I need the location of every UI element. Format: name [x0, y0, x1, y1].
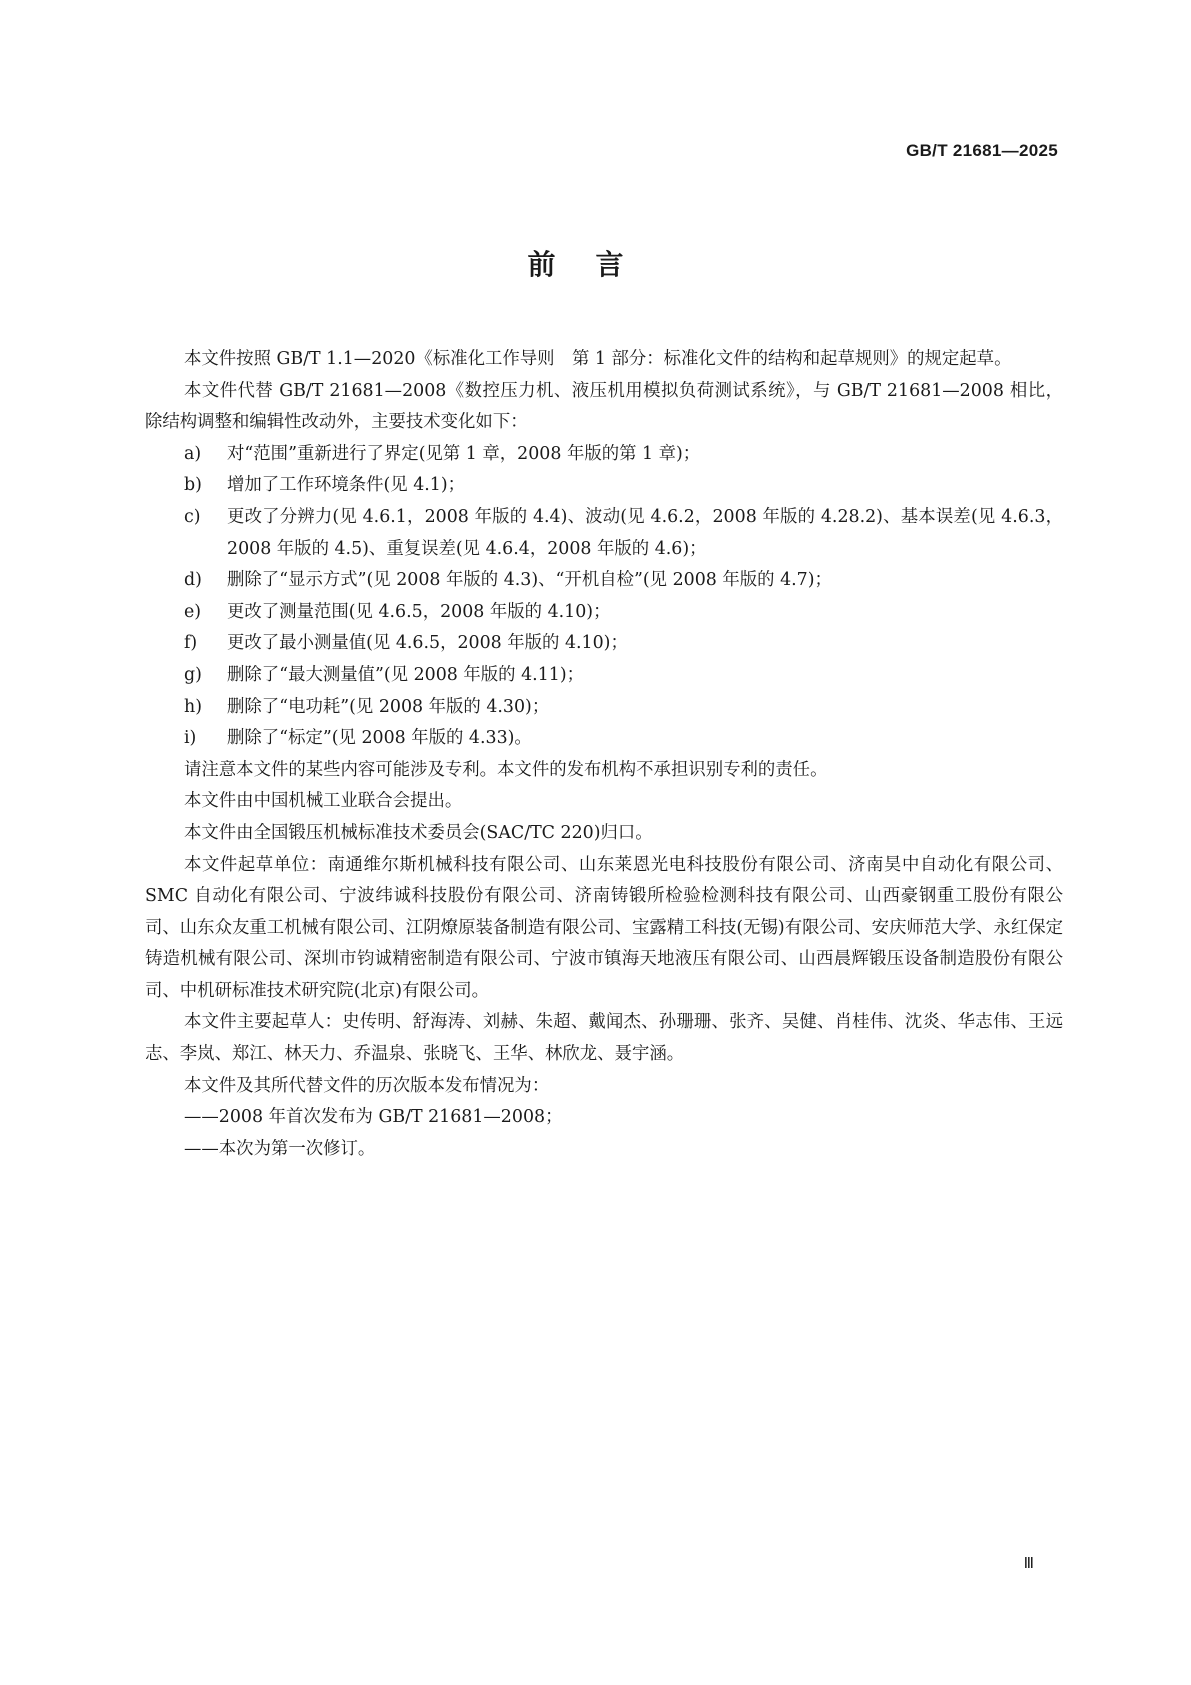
list-marker: d) [184, 570, 202, 591]
paragraph-drafting-units: 本文件起草单位：南通维尔斯机械科技有限公司、山东莱恩光电科技股份有限公司、济南昊中自动化有限公司、SMC 自动化有限公司、宁波纬诚科技股份有限公司、济南铸锻所检验检测科技有限公司、山西豪钢重工股份有限公司、山东众友重工机械有限公司、江阴燎原装备制造有限公司、宝露精工科技(无锡)有限公司、安庆师范大学、永红保定铸造机械有限公司、深圳市钧诚精密制造有限公司、宁波市镇海天地液压有限公司、山西晨辉锻压设备制造股份有限公司、中机研标准技术研究院(北京)有限公司。 [145, 854, 1063, 1001]
standard-number: GB/T 21681—2025 [906, 141, 1058, 160]
history-list [145, 1102, 1063, 1165]
list-item [145, 597, 1063, 629]
list-item [145, 660, 1063, 692]
list-item-text: 更改了测量范围(见 4.6.5，2008 年版的 4.10)； [227, 601, 611, 622]
list-item [145, 565, 1063, 597]
list-item-text: 对“范围”重新进行了界定(见第 1 章，2008 年版的第 1 章)； [227, 443, 701, 464]
paragraph-drafting-rules: 本文件按照 GB/T 1.1—2020《标准化工作导则 第 1 部分：标准化文件的结构和起草规则》的规定起草。 [184, 349, 1012, 369]
list-item [145, 470, 1063, 502]
list-item-text: 删除了“标定”(见 2008 年版的 4.33)。 [227, 728, 532, 749]
changes-list [145, 439, 1063, 755]
list-item-text: 删除了“显示方式”(见 2008 年版的 4.3)、“开机自检”(见 2008 年版的 4.7)； [227, 570, 832, 591]
list-item [145, 723, 1063, 755]
page-number: Ⅲ [1023, 1556, 1034, 1572]
paragraph-patent-notice: 请注意本文件的某些内容可能涉及专利。本文件的发布机构不承担识别专利的责任。 [184, 759, 828, 780]
list-marker: g) [184, 664, 202, 685]
list-marker: a) [184, 443, 202, 464]
list-marker: b) [184, 475, 202, 496]
history-item: ——本次为第一次修订。 [184, 1138, 376, 1159]
list-marker: e) [184, 601, 202, 622]
paragraph-proposed-by: 本文件由中国机械工业联合会提出。 [184, 791, 463, 812]
paragraph-replaces: 本文件代替 GB/T 21681—2008《数控压力机、液压机用模拟负荷测试系统》，与 GB/T 21681—2008 相比，除结构调整和编辑性改动外，主要技术变化如下： [145, 380, 1063, 433]
preface-body [145, 344, 1063, 1165]
list-marker: f) [184, 633, 198, 654]
list-item [145, 692, 1063, 724]
list-item-text: 更改了分辨力(见 4.6.1，2008 年版的 4.4)、波动(见 4.6.2，2008 年版的 4.28.2)、基本误差(见 4.6.3，2008 年版的 4.5)、重复误差(见 4.6.4，2008 年版的 4.6)； [227, 506, 1063, 559]
list-marker: c) [184, 506, 201, 527]
list-item-text: 更改了最小测量值(见 4.6.5，2008 年版的 4.10)； [227, 633, 628, 654]
paragraph-history-intro: 本文件及其所代替文件的历次版本发布情况为： [184, 1075, 550, 1096]
list-item [145, 439, 1063, 471]
list-item [145, 628, 1063, 660]
list-item-text: 增加了工作环境条件(见 4.1)； [227, 475, 466, 496]
history-item: ——2008 年首次发布为 GB/T 21681—2008； [184, 1107, 563, 1128]
paragraph-drafters: 本文件主要起草人：史传明、舒海涛、刘赫、朱超、戴闻杰、孙珊珊、张齐、吴健、肖桂伟、沈炎、华志伟、王远志、李岚、郑江、林天力、乔温泉、张晓飞、王华、林欣龙、聂宇涵。 [145, 1012, 1063, 1065]
list-item-text: 删除了“最大测量值”(见 2008 年版的 4.11)； [227, 664, 584, 685]
list-marker: i) [184, 728, 197, 749]
list-item [145, 502, 1063, 565]
page-title: 前言 [527, 248, 664, 281]
paragraph-managed-by: 本文件由全国锻压机械标准技术委员会(SAC/TC 220)归口。 [184, 822, 653, 843]
list-marker: h) [184, 696, 202, 717]
list-item-text: 删除了“电功耗”(见 2008 年版的 4.30)； [227, 696, 550, 717]
